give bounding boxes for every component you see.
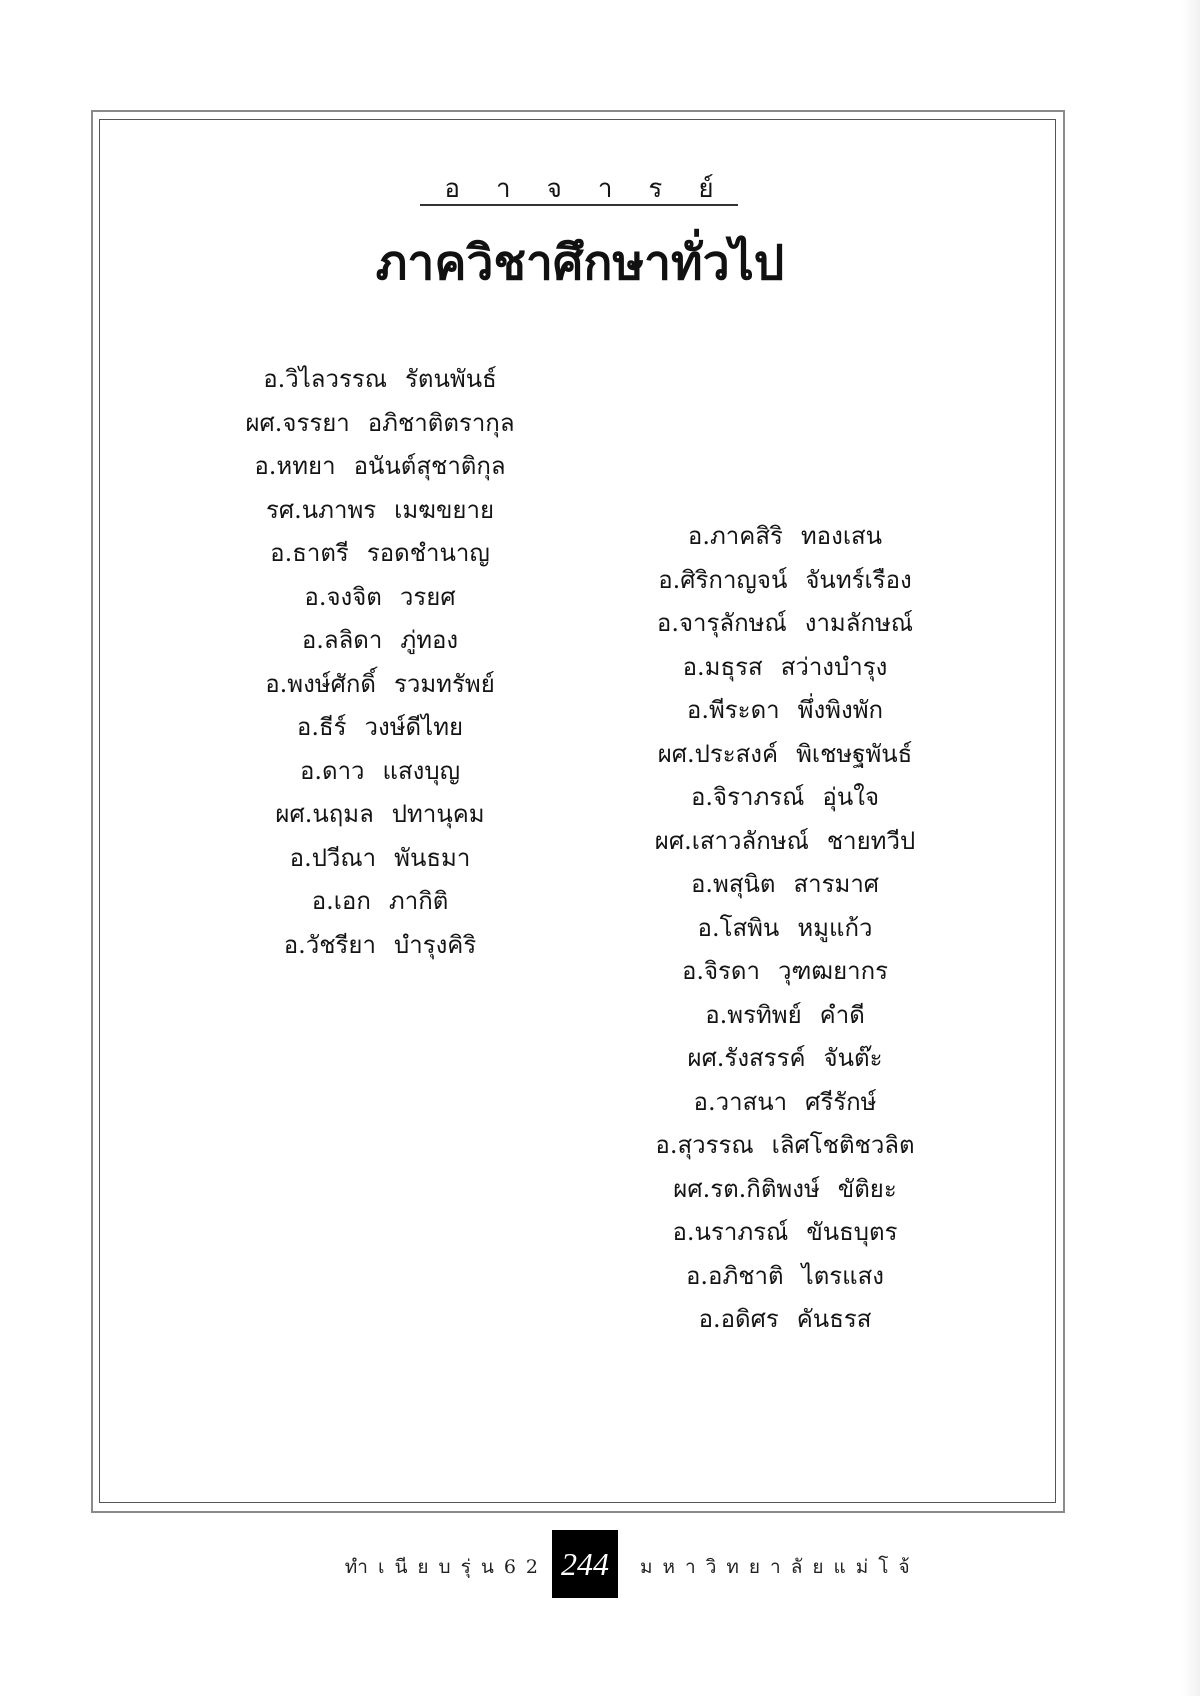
name-entry [620,515,950,559]
name-entry [620,1037,950,1081]
name-surname: จันทร์เรือง [805,565,912,594]
name-entry [620,1124,950,1168]
name-title-first: อ.ดาว [299,756,365,785]
name-surname: เลิศโชติชวลิต [771,1131,915,1159]
name-title-first: อ.ภาคสิริ [687,522,783,550]
name-title-first: อ.ลลิดา [301,626,383,654]
name-title-first: อ.พงษ์ศักดิ์ [265,669,376,698]
name-surname: คันธรส [796,1305,872,1333]
footer-university-label: มหาวิทยาลัยแม่โจ้ [640,1556,920,1578]
name-surname: ทองเสน [800,522,883,550]
section-kicker: อาจารย์ [420,176,738,206]
name-entry [620,994,950,1038]
left-name-list [220,358,540,967]
name-entry [220,445,540,489]
name-entry [620,776,950,820]
name-title-first: อ.วิไลวรรณ [263,365,388,393]
name-entry [220,402,540,446]
name-title-first: ผศ.รต.กิติพงษ์ [673,1174,820,1203]
name-surname: อนันต์สุชาติกุล [353,452,506,480]
name-title-first: อ.พสุนิต [690,870,776,898]
name-entry [620,559,950,603]
name-title-first: อ.พีระดา [686,696,780,724]
name-surname: พึ่งพิงพัก [797,696,884,724]
name-surname: วรยศ [399,582,456,611]
name-title-first: อ.ปวีณา [289,843,377,872]
name-title-first: อ.พรทิพย์ [705,1000,802,1029]
name-title-first: อ.อภิชาติ [685,1261,784,1290]
name-entry [220,576,540,620]
name-entry [220,750,540,794]
name-entry [620,1168,950,1212]
name-entry [620,1081,950,1125]
name-surname: งามลักษณ์ [804,609,914,637]
name-entry [620,1298,950,1342]
name-title-first: อ.อดิศร [698,1305,779,1333]
name-surname: สว่างบำรุง [780,652,888,681]
name-title-first: อ.วาสนา [693,1087,788,1116]
name-title-first: อ.จงจิต [304,582,382,611]
name-title-first: อ.นราภรณ์ [672,1218,789,1246]
name-surname: รวมทรัพย์ [393,669,495,698]
name-title-first: อ.จิรดา [681,957,760,985]
name-entry [220,924,540,968]
name-title-first: อ.ธีร์ [296,713,347,741]
name-entry [220,837,540,881]
name-surname: รอดชำนาญ [366,539,490,567]
name-entry [620,820,950,864]
name-title-first: อ.ศิริกาญจน์ [658,565,788,594]
name-surname: คำดี [819,1000,865,1029]
name-entry [620,907,950,951]
name-title-first: อ.เอก [311,887,371,915]
name-title-first: อ.วัชรียา [283,930,376,959]
name-title-first: อ.มธุรส [682,652,763,681]
name-surname: เมฆขยาย [394,495,494,524]
name-surname: วุฑฒยากร [778,957,889,985]
name-title-first: รศ.นภาพร [265,495,377,524]
name-surname: รัตนพันธ์ [405,365,497,393]
name-title-first: อ.หทยา [254,452,336,480]
name-surname: พิเชษฐพันธ์ [796,739,913,768]
page-title: ภาควิชาศึกษาทั่วไป [375,235,785,291]
name-title-first: อ.สุวรรณ [655,1131,754,1159]
name-entry [220,619,540,663]
name-entry [620,689,950,733]
name-title-first: ผศ.นฤมล [275,800,374,828]
name-title-first: อ.ธาตรี [270,539,349,567]
name-entry [620,733,950,777]
name-surname: อุ่นใจ [822,783,880,811]
name-surname: ปทานุคม [391,800,485,828]
name-entry [220,880,540,924]
name-title-first: ผศ.เสาวลักษณ์ [654,826,809,855]
name-title-first: อ.จารุลักษณ์ [656,609,787,637]
page-edge-shadow [1182,0,1200,1696]
page-footer [0,1530,1200,1600]
name-surname: สารมาศ [793,870,880,898]
name-title-first: ผศ.จรรยา [245,408,350,437]
page-number: 244 [552,1530,618,1598]
name-entry [220,358,540,402]
name-title-first: ผศ.รังสรรค์ [687,1044,806,1072]
name-surname: ไตรแสง [801,1261,885,1290]
name-surname: บำรุงคิริ [393,930,477,959]
name-surname: วงษ์ดีไทย [364,713,464,741]
name-title-first: อ.จิราภรณ์ [690,783,805,811]
name-surname: หมูแก้ว [797,913,873,942]
name-entry [620,863,950,907]
footer-yearbook-label: ทำเนียบรุ่น62 [344,1556,548,1578]
name-entry [620,1255,950,1299]
name-title-first: ผศ.ประสงค์ [657,739,779,768]
name-surname: แสงบุญ [382,756,461,785]
name-title-first: อ.โสพิน [697,913,780,942]
name-entry [220,532,540,576]
name-surname: จันต๊ะ [823,1044,883,1072]
right-name-list [620,515,950,1342]
name-entry [620,602,950,646]
name-entry [620,1211,950,1255]
name-entry [220,663,540,707]
name-surname: ชายทวีป [826,826,916,855]
name-surname: ภู่ทอง [400,626,459,654]
name-surname: ขัติยะ [837,1174,897,1203]
name-entry [620,950,950,994]
name-entry [220,793,540,837]
name-surname: ภากิติ [388,887,449,915]
name-surname: พันธมา [394,843,471,872]
name-surname: ศรีรักษ์ [805,1087,877,1116]
name-entry [220,706,540,750]
name-surname: อภิชาติตรากุล [367,408,515,437]
name-entry [220,489,540,533]
name-surname: ขันธบุตร [806,1218,898,1246]
name-entry [620,646,950,690]
